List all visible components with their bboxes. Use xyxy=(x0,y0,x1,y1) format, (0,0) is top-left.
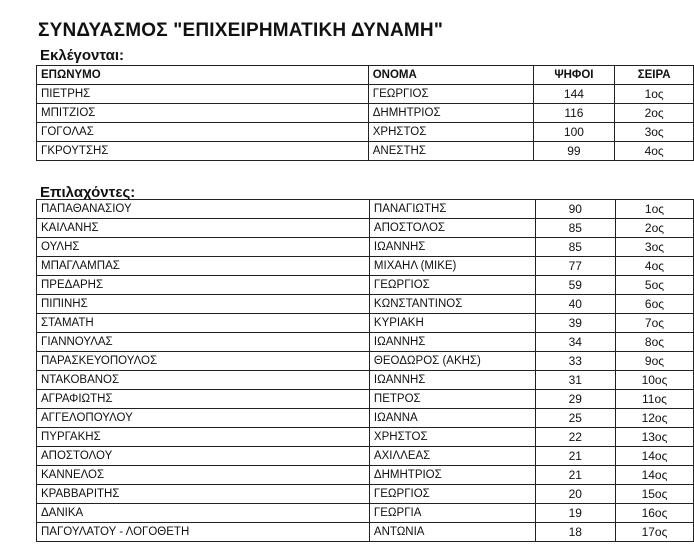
surname-cell: ΟΥΛΗΣ xyxy=(37,238,370,257)
surname-cell: ΚΑΙΛΑΝΗΣ xyxy=(37,219,370,238)
votes-cell: 39 xyxy=(535,314,615,333)
votes-cell: 90 xyxy=(535,200,615,219)
table-row xyxy=(37,314,694,333)
votes-cell: 99 xyxy=(533,142,615,161)
column-header-surname: ΕΠΩΝΥΜΟ xyxy=(37,66,369,85)
table-row xyxy=(37,142,694,161)
rank-cell: 4ος xyxy=(615,257,693,276)
table-row xyxy=(37,352,694,371)
votes-cell: 25 xyxy=(535,409,615,428)
first-name-cell: ΧΡΗΣΤΟΣ xyxy=(368,123,533,142)
table-row xyxy=(37,219,694,238)
surname-cell: ΠΡΕΔΑΡΗΣ xyxy=(37,276,370,295)
column-header-votes: ΨΗΦΟΙ xyxy=(533,66,615,85)
surname-cell: ΓΟΓΟΛΑΣ xyxy=(37,123,369,142)
rank-cell: 9ος xyxy=(615,352,693,371)
table-row xyxy=(37,333,694,352)
surname-cell: ΠΥΡΓΑΚΗΣ xyxy=(37,428,370,447)
first-name-cell: ΓΕΩΡΓΙΟΣ xyxy=(369,485,535,504)
table-row xyxy=(37,85,694,104)
votes-cell: 116 xyxy=(533,104,615,123)
first-name-cell: ΑΝΕΣΤΗΣ xyxy=(368,142,533,161)
rank-cell: 6ος xyxy=(615,295,693,314)
rank-cell: 3ος xyxy=(615,123,694,142)
first-name-cell: ΓΕΩΡΓΙΑ xyxy=(369,504,535,523)
first-name-cell: ΧΡΗΣΤΟΣ xyxy=(369,428,535,447)
surname-cell: ΓΙΑΝΝΟΥΛΑΣ xyxy=(37,333,370,352)
document-title: ΣΥΝΔΥΑΣΜΟΣ "ΕΠΙΧΕΙΡΗΜΑΤΙΚΗ ΔΥΝΑΜΗ" xyxy=(38,20,444,41)
table-row xyxy=(37,428,694,447)
surname-cell: ΔΑΝΙΚΑ xyxy=(37,504,370,523)
votes-cell: 85 xyxy=(535,238,615,257)
surname-cell: ΠΑΡΑΣΚΕΥΟΠΟΥΛΟΣ xyxy=(37,352,370,371)
table-header-row xyxy=(37,66,694,85)
surname-cell: ΣΤΑΜΑΤΗ xyxy=(37,314,370,333)
first-name-cell: ΑΠΟΣΤΟΛΟΣ xyxy=(369,219,535,238)
table-row xyxy=(37,447,694,466)
surname-cell: ΑΓΡΑΦΙΩΤΗΣ xyxy=(37,390,370,409)
surname-cell: ΜΠΙΤΖΙΟΣ xyxy=(37,104,369,123)
votes-cell: 21 xyxy=(535,447,615,466)
votes-cell: 144 xyxy=(533,85,615,104)
table-row xyxy=(37,466,694,485)
table-row xyxy=(37,409,694,428)
rank-cell: 16ος xyxy=(615,504,693,523)
table-row xyxy=(37,123,694,142)
column-header-rank: ΣΕΙΡΑ xyxy=(615,66,694,85)
surname-cell: ΠΑΠΑΘΑΝΑΣΙΟΥ xyxy=(37,200,370,219)
table-row xyxy=(37,523,694,542)
votes-cell: 21 xyxy=(535,466,615,485)
votes-cell: 40 xyxy=(535,295,615,314)
rank-cell: 13ος xyxy=(615,428,693,447)
rank-cell: 10ος xyxy=(615,371,693,390)
first-name-cell: ΚΩΝΣΤΑΝΤΙΝΟΣ xyxy=(369,295,535,314)
rank-cell: 12ος xyxy=(615,409,693,428)
rank-cell: 11ος xyxy=(615,390,693,409)
surname-cell: ΠΙΕΤΡΗΣ xyxy=(37,85,369,104)
rank-cell: 1ος xyxy=(615,200,693,219)
surname-cell: ΜΠΑΓΛΑΜΠΑΣ xyxy=(37,257,370,276)
votes-cell: 85 xyxy=(535,219,615,238)
table-row xyxy=(37,104,694,123)
rank-cell: 14ος xyxy=(615,447,693,466)
elected-table xyxy=(36,65,694,161)
rank-cell: 5ος xyxy=(615,276,693,295)
votes-cell: 34 xyxy=(535,333,615,352)
elected-heading: Εκλέγονται: xyxy=(40,47,124,64)
surname-cell: ΝΤΑΚΟΒΑΝΟΣ xyxy=(37,371,370,390)
first-name-cell: ΙΩΑΝΝΗΣ xyxy=(369,238,535,257)
rank-cell: 8ος xyxy=(615,333,693,352)
surname-cell: ΚΑΝΝΕΛΟΣ xyxy=(37,466,370,485)
first-name-cell: ΔΗΜΗΤΡΙΟΣ xyxy=(369,466,535,485)
votes-cell: 33 xyxy=(535,352,615,371)
first-name-cell: ΔΗΜΗΤΡΙΟΣ xyxy=(368,104,533,123)
rank-cell: 3ος xyxy=(615,238,693,257)
first-name-cell: ΚΥΡΙΑΚΗ xyxy=(369,314,535,333)
table-row xyxy=(37,257,694,276)
surname-cell: ΑΓΓΕΛΟΠΟΥΛΟΥ xyxy=(37,409,370,428)
rank-cell: 15ος xyxy=(615,485,693,504)
table-row xyxy=(37,200,694,219)
surname-cell: ΠΙΠΙΝΗΣ xyxy=(37,295,370,314)
first-name-cell: ΠΑΝΑΓΙΩΤΗΣ xyxy=(369,200,535,219)
alternates-table xyxy=(36,199,694,542)
first-name-cell: ΓΕΩΡΓΙΟΣ xyxy=(368,85,533,104)
rank-cell: 4ος xyxy=(615,142,694,161)
votes-cell: 77 xyxy=(535,257,615,276)
first-name-cell: ΑΝΤΩΝΙΑ xyxy=(369,523,535,542)
votes-cell: 20 xyxy=(535,485,615,504)
first-name-cell: ΑΧΙΛΛΕΑΣ xyxy=(369,447,535,466)
table-row xyxy=(37,238,694,257)
alternates-heading: Επιλαχόντες: xyxy=(40,184,136,201)
rank-cell: 17ος xyxy=(615,523,693,542)
first-name-cell: ΠΕΤΡΟΣ xyxy=(369,390,535,409)
table-row xyxy=(37,371,694,390)
rank-cell: 14ος xyxy=(615,466,693,485)
table-row xyxy=(37,485,694,504)
rank-cell: 2ος xyxy=(615,219,693,238)
surname-cell: ΠΑΓΟΥΛΑΤΟΥ - ΛΟΓΟΘΕΤΗ xyxy=(37,523,370,542)
votes-cell: 31 xyxy=(535,371,615,390)
first-name-cell: ΓΕΩΡΓΙΟΣ xyxy=(369,276,535,295)
surname-cell: ΓΚΡΟΥΤΣΗΣ xyxy=(37,142,369,161)
first-name-cell: ΙΩΑΝΝΑ xyxy=(369,409,535,428)
votes-cell: 100 xyxy=(533,123,615,142)
first-name-cell: ΙΩΑΝΝΗΣ xyxy=(369,371,535,390)
votes-cell: 59 xyxy=(535,276,615,295)
votes-cell: 29 xyxy=(535,390,615,409)
votes-cell: 19 xyxy=(535,504,615,523)
table-row xyxy=(37,390,694,409)
rank-cell: 2ος xyxy=(615,104,694,123)
votes-cell: 18 xyxy=(535,523,615,542)
votes-cell: 22 xyxy=(535,428,615,447)
rank-cell: 1ος xyxy=(615,85,694,104)
surname-cell: ΑΠΟΣΤΟΛΟΥ xyxy=(37,447,370,466)
table-row xyxy=(37,295,694,314)
rank-cell: 7ος xyxy=(615,314,693,333)
first-name-cell: ΙΩΑΝΝΗΣ xyxy=(369,333,535,352)
surname-cell: ΚΡΑΒΒΑΡΙΤΗΣ xyxy=(37,485,370,504)
table-row xyxy=(37,504,694,523)
table-row xyxy=(37,276,694,295)
first-name-cell: ΜΙΧΑΗΛ (ΜΙΚΕ) xyxy=(369,257,535,276)
column-header-first-name: ΟΝΟΜΑ xyxy=(368,66,533,85)
first-name-cell: ΘΕΟΔΩΡΟΣ (ΑΚΗΣ) xyxy=(369,352,535,371)
